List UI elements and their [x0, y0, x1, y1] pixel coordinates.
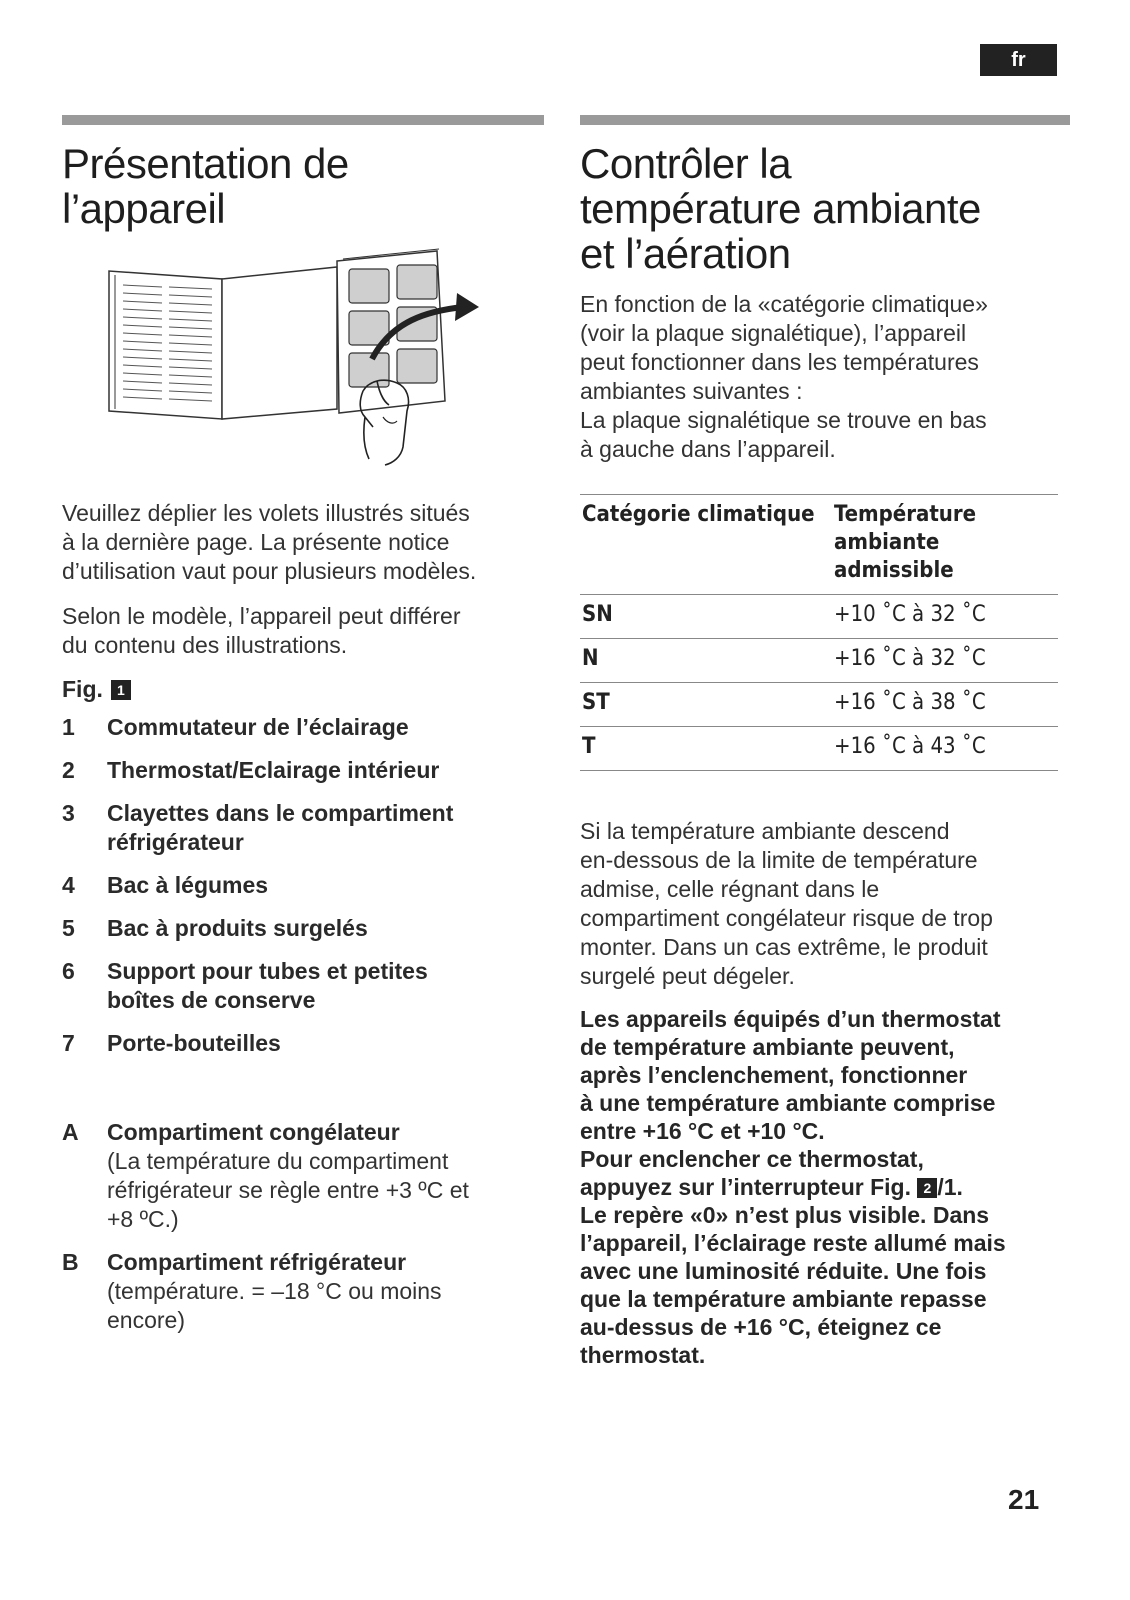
legend-text	[107, 799, 453, 857]
legend-subtext: +8 ºC.)	[107, 1206, 179, 1232]
text-line: en-dessous de la limite de température	[580, 847, 978, 873]
legend-text: Thermostat/Eclairage intérieur	[107, 757, 440, 783]
legend-spacer	[62, 1072, 544, 1118]
text-line: Si la température ambiante descend	[580, 818, 950, 844]
list-item	[62, 756, 544, 785]
legend-number: 2	[62, 757, 75, 783]
fig-prefix: appuyez sur l’interrupteur Fig.	[580, 1174, 911, 1200]
list-item	[62, 799, 544, 857]
text-line: Selon le modèle, l’appareil peut différer	[62, 603, 461, 629]
text-line: réfrigérateur	[107, 829, 244, 855]
fig-label: Fig.	[62, 676, 103, 702]
category-cell: ST	[580, 683, 832, 727]
text-line: Les appareils équipés d’un thermostat	[580, 1006, 1001, 1032]
category-cell: N	[580, 639, 832, 683]
legend-letter: A	[62, 1119, 79, 1145]
legend-text: Bac à légumes	[107, 872, 269, 898]
title-line: température ambiante	[580, 185, 981, 232]
list-item	[62, 914, 544, 943]
text-line: du contenu des illustrations.	[62, 632, 348, 658]
table-row	[580, 683, 1058, 727]
legend-text	[107, 957, 428, 1015]
text-line: d’utilisation vaut pour plusieurs modèles.	[62, 558, 477, 584]
left-column	[62, 115, 544, 1349]
model-note-paragraph	[62, 602, 544, 660]
figure-reference	[62, 676, 544, 703]
temperature-cell: +10 ˚C à 32 ˚C	[832, 595, 1058, 639]
fig-reference-line	[580, 1173, 1070, 1201]
text-line: (voir la plaque signalétique), l’appareil	[580, 320, 967, 346]
booklet-unfold-illustration	[107, 241, 487, 473]
table-row	[580, 595, 1058, 639]
fig-number-box: 2	[917, 1178, 937, 1198]
header-line: ambiante admissible	[834, 530, 954, 583]
text-line: compartiment congélateur risque de trop	[580, 905, 993, 931]
list-item	[62, 957, 544, 1015]
right-column	[580, 115, 1070, 1369]
legend-subtext: (La température du compartiment	[107, 1148, 449, 1174]
legend-number: 4	[62, 872, 75, 898]
text-line: après l’enclenchement, fonctionner	[580, 1062, 968, 1088]
intro-paragraph	[62, 499, 544, 586]
legend-text: Porte-bouteilles	[107, 1030, 281, 1056]
text-line: l’appareil, l’éclairage reste allumé mais	[580, 1230, 1006, 1256]
text-line: boîtes de conserve	[107, 987, 316, 1013]
temperature-cell: +16 ˚C à 43 ˚C	[832, 727, 1058, 771]
temperature-cell: +16 ˚C à 38 ˚C	[832, 683, 1058, 727]
legend-subtext: réfrigérateur se règle entre +3 ºC et	[107, 1177, 469, 1203]
title-line: l’appareil	[62, 185, 226, 232]
text-line: entre +16 °C et +10 °C.	[580, 1118, 825, 1144]
component-legend	[62, 713, 544, 1335]
language-tag: fr	[980, 44, 1057, 76]
header-line: Température	[834, 502, 977, 527]
list-item	[62, 1118, 544, 1234]
fig-number-box: 1	[111, 680, 131, 700]
text-line: Veuillez déplier les volets illustrés situés	[62, 500, 470, 526]
text-line: thermostat.	[580, 1342, 706, 1368]
category-cell: SN	[580, 595, 832, 639]
table-row	[580, 639, 1058, 683]
text-line: ambiantes suivantes :	[580, 378, 803, 404]
text-line: admise, celle régnant dans le	[580, 876, 880, 902]
text-line: Support pour tubes et petites	[107, 958, 428, 984]
legend-text: Commutateur de l’éclairage	[107, 714, 409, 740]
title-line: Contrôler la	[580, 140, 792, 187]
climate-category-table	[580, 494, 1058, 771]
list-item	[62, 871, 544, 900]
legend-number: 3	[62, 800, 75, 826]
legend-subtext: encore)	[107, 1307, 185, 1333]
table-header-row	[580, 495, 1058, 595]
fold-out-illustration	[62, 239, 544, 479]
category-cell: T	[580, 727, 832, 771]
low-temperature-warning-paragraph	[580, 817, 1070, 991]
text-line: à gauche dans l’appareil.	[580, 436, 836, 462]
fig-suffix: /1.	[937, 1174, 963, 1200]
temperature-cell: +16 ˚C à 32 ˚C	[832, 639, 1058, 683]
list-item	[62, 1248, 544, 1335]
text-line: surgelé peut dégeler.	[580, 963, 795, 989]
legend-title: Compartiment congélateur	[107, 1119, 400, 1145]
legend-number: 5	[62, 915, 75, 941]
section-rule	[62, 115, 544, 125]
list-item	[62, 1029, 544, 1058]
legend-text	[107, 1248, 442, 1335]
section-title-temperature	[580, 141, 1070, 276]
title-line: et l’aération	[580, 230, 791, 277]
text-line: En fonction de la «catégorie climatique»	[580, 291, 988, 317]
text-line: Clayettes dans le compartiment	[107, 800, 454, 826]
text-line: avec une luminosité réduite. Une fois	[580, 1258, 987, 1284]
text-line: que la température ambiante repasse	[580, 1286, 987, 1312]
thermostat-instructions	[580, 1005, 1070, 1369]
list-item	[62, 713, 544, 742]
legend-letter: B	[62, 1249, 79, 1275]
text-line: La plaque signalétique se trouve en bas	[580, 407, 987, 433]
legend-number: 6	[62, 958, 75, 984]
legend-title: Compartiment réfrigérateur	[107, 1249, 407, 1275]
column-header-temperature	[832, 495, 1058, 595]
legend-subtext: (température. = –18 °C ou moins	[107, 1278, 442, 1304]
title-line: Présentation de	[62, 140, 349, 187]
legend-text	[107, 1118, 469, 1234]
text-line: Pour enclencher ce thermostat,	[580, 1146, 924, 1172]
text-line: Le repère «0» n’est plus visible. Dans	[580, 1202, 990, 1228]
page-number: 21	[1008, 1484, 1040, 1515]
section-title-presentation	[62, 141, 544, 231]
text-line: à la dernière page. La présente notice	[62, 529, 450, 555]
text-line: monter. Dans un cas extrême, le produit	[580, 934, 988, 960]
column-header-category: Catégorie climatique	[580, 495, 832, 595]
text-line: à une température ambiante comprise	[580, 1090, 996, 1116]
climate-intro-paragraph	[580, 290, 1070, 464]
text-line: de température ambiante peuvent,	[580, 1034, 955, 1060]
text-line: au-dessus de +16 °C, éteignez ce	[580, 1314, 942, 1340]
section-rule	[580, 115, 1070, 125]
legend-number: 1	[62, 714, 75, 740]
legend-number: 7	[62, 1030, 75, 1056]
legend-text: Bac à produits surgelés	[107, 915, 368, 941]
text-line: peut fonctionner dans les températures	[580, 349, 979, 375]
table-row	[580, 727, 1058, 771]
